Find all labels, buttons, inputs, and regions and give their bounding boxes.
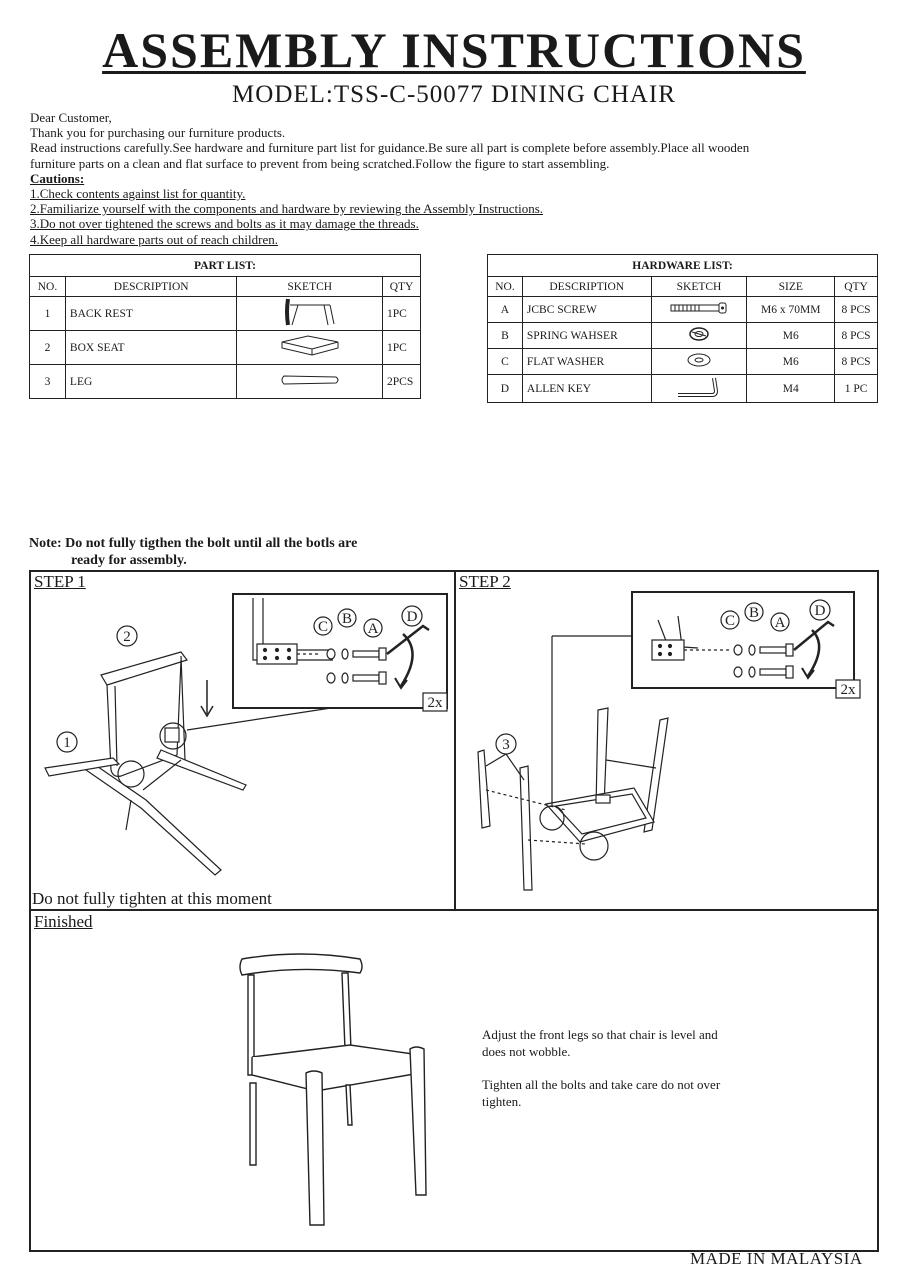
step1-hw-label-b: B (341, 611, 353, 627)
col-description: DESCRIPTION (65, 277, 237, 297)
hw-size: M6 (747, 323, 835, 349)
step2-label: STEP 2 (459, 572, 511, 591)
step1-illustration (31, 590, 453, 890)
hw-no: D (488, 375, 523, 403)
part-description: LEG (65, 365, 237, 399)
part-description: BACK REST (65, 297, 237, 331)
col-qty: QTY (835, 277, 878, 297)
intro-text (30, 110, 880, 247)
part-no: 1 (30, 297, 66, 331)
step2-hw-label-c: C (724, 613, 736, 629)
part-list-table (29, 254, 421, 399)
leg-sketch (237, 365, 383, 399)
flat-washer-sketch (651, 349, 747, 375)
hw-no: B (488, 323, 523, 349)
allen-key-sketch (651, 375, 747, 403)
hw-description: ALLEN KEY (522, 375, 651, 403)
caution-item: 4.Keep all hardware parts out of reach children. (30, 231, 278, 247)
hw-description: FLAT WASHER (522, 349, 651, 375)
part-list-header (30, 277, 421, 297)
finished-instructions (482, 1027, 742, 1110)
hardware-list-header (488, 277, 878, 297)
hw-qty: 1 PC (835, 375, 878, 403)
step2-hw-label-d: D (814, 603, 826, 619)
step2-illustration (456, 590, 878, 908)
note-line-2: ready for assembly. (71, 552, 187, 568)
box-seat-sketch (237, 331, 383, 365)
spring-washer-sketch (651, 323, 747, 349)
hardware-list-table (487, 254, 878, 403)
hardware-list-title: HARDWARE LIST: (488, 255, 878, 277)
col-sketch: SKETCH (237, 277, 383, 297)
col-no: NO. (488, 277, 523, 297)
step1-multiplier: 2x (427, 695, 443, 711)
step1-hw-label-a: A (367, 621, 379, 637)
hw-qty: 8 PCS (835, 349, 878, 375)
table-row (488, 323, 878, 349)
caution-item: 2.Familiarize yourself with the components and hardware by reviewing the Assembly Instructions. (30, 201, 544, 217)
part-no: 2 (30, 331, 66, 365)
part-list-title: PART LIST: (30, 255, 421, 277)
hw-qty: 8 PCS (835, 323, 878, 349)
caution-item: 1.Check contents against list for quantity. (30, 186, 246, 202)
table-row (488, 375, 878, 403)
finished-chair-illustration (230, 945, 440, 1230)
thanks-line: Thank you for purchasing our furniture products. (30, 125, 286, 141)
step1-hw-label-c: C (317, 619, 329, 635)
hw-size: M6 x 70MM (747, 297, 835, 323)
hw-size: M6 (747, 349, 835, 375)
table-row (30, 297, 421, 331)
cautions-title: Cautions: (30, 170, 85, 186)
table-row (488, 349, 878, 375)
backrest-sketch (237, 297, 383, 331)
col-qty: QTY (383, 277, 421, 297)
col-no: NO. (30, 277, 66, 297)
model-subtitle: MODEL:TSS-C-50077 DINING CHAIR (232, 81, 676, 108)
table-row (30, 365, 421, 399)
hw-no: A (488, 297, 523, 323)
finished-instruction-1: Adjust the front legs so that chair is level and does not wobble. (482, 1027, 718, 1059)
table-row (488, 297, 878, 323)
step1-label: STEP 1 (34, 572, 86, 591)
part-description: BOX SEAT (65, 331, 237, 365)
caution-item: 3.Do not over tightened the screws and bolts as it may damage the threads. (30, 216, 419, 232)
note-line-1: Note: Do not fully tigthen the bolt until all the botls are (29, 536, 358, 551)
step1-callout-1: 1 (63, 735, 71, 751)
finished-label: Finished (34, 912, 93, 931)
read-line-2: furniture parts on a clean and flat surface to prevent from being scratched.Follow the figure to start assembling. (30, 155, 610, 171)
col-size: SIZE (747, 277, 835, 297)
part-qty: 1PC (383, 331, 421, 365)
step1-hw-label-d: D (406, 609, 418, 625)
greeting: Dear Customer, (30, 110, 112, 125)
step2-hw-label-a: A (774, 615, 786, 631)
hw-qty: 8 PCS (835, 297, 878, 323)
hw-no: C (488, 349, 523, 375)
made-in-label: MADE IN MALAYSIA (690, 1249, 863, 1268)
part-qty: 1PC (383, 297, 421, 331)
screw-sketch (651, 297, 747, 323)
step2-callout-3: 3 (502, 737, 510, 753)
part-no: 3 (30, 365, 66, 399)
step1-callout-2: 2 (123, 629, 131, 645)
hw-description: JCBC SCREW (522, 297, 651, 323)
table-row (30, 331, 421, 365)
step2-multiplier: 2x (840, 682, 856, 698)
hw-description: SPRING WAHSER (522, 323, 651, 349)
col-description: DESCRIPTION (522, 277, 651, 297)
col-sketch: SKETCH (651, 277, 747, 297)
page-title: ASSEMBLY INSTRUCTIONS (102, 22, 806, 78)
read-line-1: Read instructions carefully.See hardware and furniture part list for guidance.Be sure all part is complete before assembly.Place all wooden (30, 140, 750, 156)
finished-instruction-2: Tighten all the bolts and take care do not over tighten. (482, 1077, 721, 1109)
step2-hw-label-b: B (748, 605, 760, 621)
part-qty: 2PCS (383, 365, 421, 399)
step-divider-horizontal (29, 909, 879, 911)
assembly-note (29, 536, 357, 569)
step1-warning: Do not fully tighten at this moment (32, 889, 272, 908)
hw-size: M4 (747, 375, 835, 403)
